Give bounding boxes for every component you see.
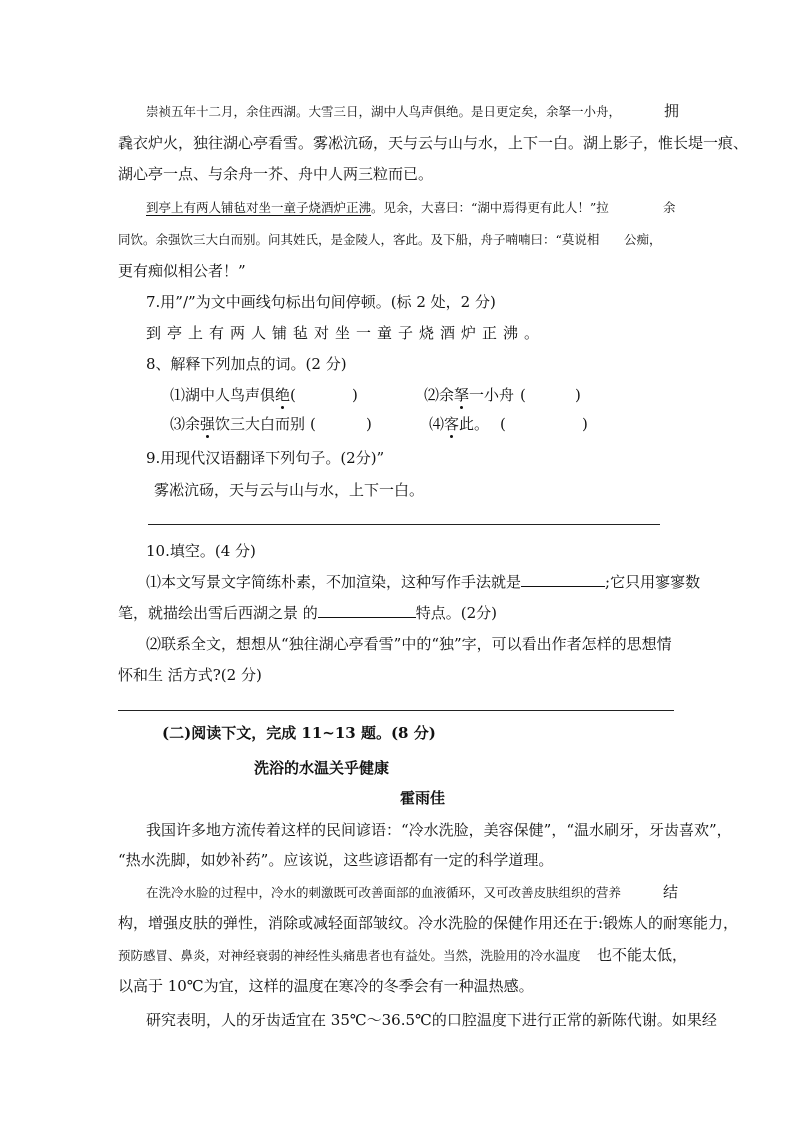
fill-blank-2[interactable] — [318, 603, 416, 618]
item-2-close-paren: ) — [575, 386, 581, 404]
item-3-close-paren: ) — [366, 415, 372, 433]
underlined-sentence: 到亭上有两人铺毡对坐一童子烧酒炉正沸 — [146, 200, 372, 215]
article-title: 洗浴的水温关乎健康 — [254, 759, 390, 777]
item-1-text: ⑴湖中人鸟声俱 — [170, 386, 276, 404]
item-3-text: ⑶余 — [170, 415, 201, 433]
question-8-item-2 — [424, 385, 514, 405]
article-author: 霍雨佳 — [400, 789, 446, 807]
passage-line-4-rest: 。见余，大喜曰：“湖中焉得更有此人！”拉 — [371, 200, 609, 215]
passage-line-5-end: 公痴， — [624, 232, 662, 247]
question-9-prompt: 9.用现代汉语翻译下列句子。(2分)” — [146, 449, 385, 467]
question-9-sentence: 雾凇沆砀，天与云与山与水，上下一白。 — [154, 481, 425, 499]
q10-s2-text: 笔，就描绘出雪后西湖之景 的 — [118, 604, 318, 622]
question-8-prompt: 8、解释下列加点的词。(2 分) — [146, 355, 347, 373]
answer-line-9 — [148, 524, 660, 525]
question-8-item-4 — [429, 414, 489, 434]
item-1-dotted-word: 绝 — [275, 386, 291, 404]
passage-line-1 — [146, 101, 621, 122]
q10-s2-tail: 特点。(2分) — [415, 604, 498, 622]
question-8-item-1 — [170, 385, 290, 405]
item-1-close-paren: ) — [352, 386, 358, 404]
article-p2-line-2: 构，增强皮肤的弹性，消除或减轻面部皱纹。冷水洗脸的保健作用还在于:锻炼人的耐寒能力， — [118, 914, 739, 932]
section-2-heading: (二)阅读下文，完成 11~13 题。(8 分) — [162, 724, 436, 742]
item-2-tail: 一小舟 — [469, 386, 515, 404]
item-4-dotted-word: 客 — [444, 415, 460, 433]
article-p2-line-3: 预防感冒、鼻炎，对神经衰弱的神经性头痛患者也有益处。当然，洗脸用的冷水温度 — [118, 948, 581, 963]
passage-line-5: 同饮。余强饮三大白而别。问其姓氏，是金陵人，客此。及下船，舟子喃喃曰：“莫说相 — [118, 232, 600, 247]
item-4-tail: 此。 — [459, 415, 490, 433]
item-2-text: ⑵余 — [424, 386, 455, 404]
item-4-close-paren: ) — [582, 415, 588, 433]
passage-line-6: 更有痴似相公者！” — [118, 262, 246, 280]
item-3-dotted-word: 强 — [200, 415, 216, 433]
fill-blank-1[interactable] — [521, 572, 605, 587]
article-p2-line-3-end: 也不能太低， — [597, 946, 688, 964]
question-10-sentence-3: ⑵联系全文，想想从“独往湖心亭看雪”中的“独”字，可以看出作者怎样的思想情 — [146, 635, 672, 653]
passage-line-2: 毳衣炉火，独往湖心亭看雪。雾凇沆砀，天与云与山与水，上下一白。湖上影子，惟长堤一痕、 — [118, 134, 749, 152]
article-p2-line-1: 在洗冷水脸的过程中，冷水的刺激既可改善面部的血液循环，又可改善皮肤组织的营养 — [146, 885, 622, 900]
passage-line-1-text: 崇祯五年十二月，余住西湖。大雪三日，湖中人鸟声俱绝。是日更定矣，余拏一小舟， — [146, 104, 622, 119]
item-3-tail: 饮三大白而别 — [215, 415, 306, 433]
question-10-sentence-4: 怀和生 活方式?(2 分) — [118, 666, 262, 684]
passage-line-4 — [146, 198, 609, 218]
item-4-text: ⑷ — [429, 415, 445, 433]
question-10-prompt: 10.填空。(4 分) — [146, 542, 256, 560]
article-p2-line-4: 以高于 10℃为宜，这样的温度在寒冷的冬季会有一种温热感。 — [118, 977, 534, 995]
item-4-open-paren: ( — [500, 415, 506, 433]
question-7-prompt: 7.用”/”为文中画线句标出句间停顿。(标 2 处，2 分) — [146, 293, 496, 311]
item-2-dotted-word: 拏 — [454, 386, 470, 404]
q10-s1-text: ⑴本文写景文字简练朴素，不加渲染，这种写作手法就是 — [146, 573, 522, 591]
article-p1-line-2: “热水洗脚，如妙补药”。应该说，这些谚语都有一定的科学道理。 — [118, 851, 554, 869]
article-p2-line-1-end: 结 — [663, 883, 679, 901]
question-10-sentence-1 — [146, 572, 700, 592]
item-3-open-paren: ( — [310, 415, 316, 433]
passage-line-1-end: 拥 — [664, 102, 680, 120]
question-10-sentence-2 — [118, 603, 497, 623]
passage-line-3: 湖心亭一点、与余舟一芥、舟中人两三粒而已。 — [118, 165, 434, 183]
question-7-sentence: 到亭上有两人铺毡对坐一童子烧酒炉正沸。 — [146, 324, 546, 342]
answer-line-10 — [118, 710, 674, 711]
article-p1-line-1: 我国许多地方流传着这样的民间谚语：“冷水洗脸，美容保健”，“温水刷牙，牙齿喜欢”， — [146, 821, 732, 839]
article-p3-line-1: 研究表明，人的牙齿适宜在 35℃～36.5℃的口腔温度下进行正常的新陈代谢。如果经 — [146, 1011, 717, 1029]
question-8-item-3 — [170, 414, 305, 434]
item-2-open-paren: ( — [520, 386, 526, 404]
passage-line-4-end: 余 — [663, 200, 676, 215]
item-1-open-paren: ( — [290, 386, 296, 404]
q10-s1-tail: ;它只用寥寥数 — [605, 573, 701, 591]
